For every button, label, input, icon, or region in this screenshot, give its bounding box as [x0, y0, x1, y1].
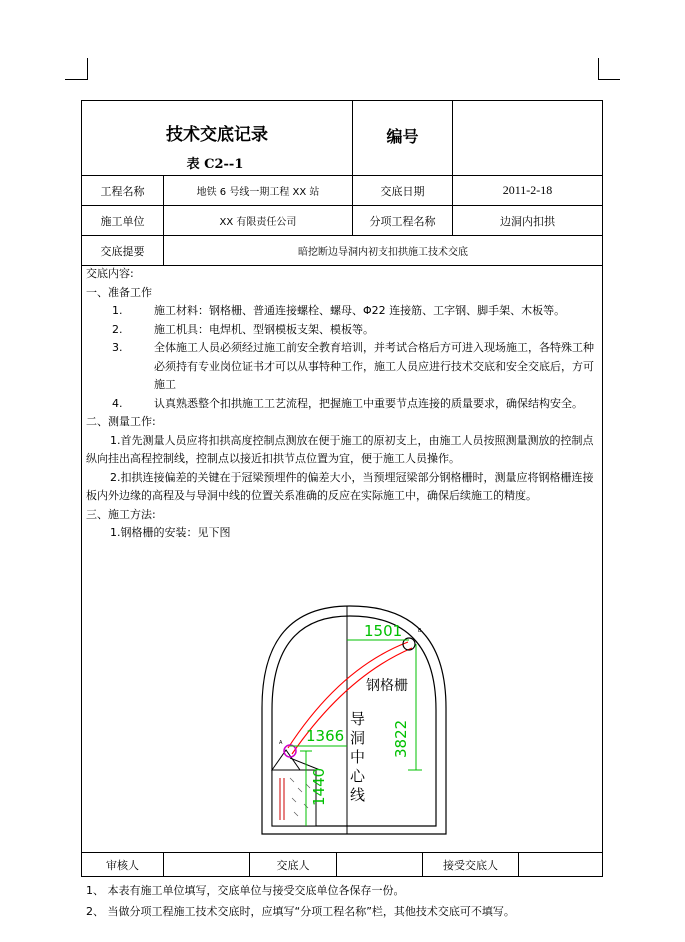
discloser-label: 交底人 [276, 859, 310, 872]
svg-text:线: 线 [350, 786, 366, 804]
dim-mid-label: 1366 [306, 727, 345, 745]
svg-text:导: 导 [350, 710, 366, 728]
date-value: 2011-2-18 [502, 183, 553, 197]
center-line-label [350, 710, 366, 804]
steel-grid-installation-diagram [250, 598, 460, 838]
section-3-title: 三、施工方法: [86, 507, 156, 521]
discloser-value [337, 853, 422, 877]
list-item-number: 4. [112, 396, 123, 410]
summary-label: 交底提要 [100, 244, 145, 258]
number-value [453, 101, 602, 175]
list-item-text: 全体施工人员必须经过施工前安全教育培训，并考试合格后方可进入现场施工，各特殊工种必须持有专业岗位证书才可以从事特种工作，施工人员应进行技术交底和安全交底后，方可施工 [154, 341, 594, 391]
content-heading: 交底内容: [86, 267, 134, 280]
list-item-number: 1. [112, 304, 123, 317]
section-2-paragraph-1: 1.首先测量人员应将扣拱高度控制点测放在便于施工的原初支上，由施工人员按照测量测放的控制点纵向挂出高程控制线，控制点以接近扣拱节点位置为宜，便于施工人员操作。 [86, 433, 594, 465]
date-label: 交底日期 [380, 184, 425, 198]
dim-low-label: 1440 [310, 767, 328, 806]
list-item-text: 施工材料：钢格栅、普通连接螺栓、螺母、Φ22 连接筋、工字钢、脚手架、木板等。 [154, 304, 566, 317]
point-a-label: A [279, 740, 283, 746]
footnotes [86, 880, 606, 922]
reviewer-label: 审核人 [106, 859, 139, 872]
list-item-number: 3. [112, 341, 123, 354]
list-item-text: 施工机具：电焊机、型钢模板支架、模板等。 [154, 322, 374, 336]
form-number: 表 C2--1 [186, 156, 244, 172]
svg-text:中: 中 [350, 748, 366, 766]
crop-mark-top-right-v [598, 58, 599, 80]
crop-mark-top-left [65, 79, 87, 80]
footnote-1: 1、 本表有施工单位填写，交底单位与接受交底单位各保存一份。 [86, 884, 405, 897]
number-label: 编号 [386, 126, 419, 146]
svg-text:心: 心 [350, 767, 366, 785]
point-b-label: B [418, 628, 422, 634]
subproject-value: 边洞内扣拱 [500, 214, 555, 228]
dim-top-label: 1501 [364, 622, 403, 640]
subproject-label: 分项工程名称 [369, 214, 436, 228]
section-2-title: 二、测量工作: [86, 415, 156, 428]
construction-unit-label: 施工单位 [100, 214, 145, 228]
footnote-2: 2、 当做分项工程施工技术交底时，应填写“分项工程名称”栏，其他技术交底可不填写。 [86, 905, 515, 918]
receiver-label: 接受交底人 [443, 859, 498, 872]
dim-height-label: 3822 [392, 719, 410, 758]
list-item [86, 339, 598, 395]
list-item [86, 302, 598, 321]
section-3-paragraph-1: 1.钢格栅的安装：见下图 [110, 526, 231, 539]
steel-grid-label: 钢格栅 [366, 678, 408, 694]
summary-value: 暗挖断边导洞内初支扣拱施工技术交底 [298, 247, 468, 258]
list-item [86, 395, 598, 414]
crop-mark-top-left-v [87, 58, 88, 80]
crop-mark-top-right [598, 79, 620, 80]
project-name-value: 地铁 6 号线一期工程 XX 站 [196, 187, 320, 198]
list-item-number: 2. [112, 322, 123, 336]
page-title: 技术交底记录 [166, 124, 268, 145]
project-name-label: 工程名称 [100, 184, 145, 198]
construction-unit-value: XX 有限责任公司 [219, 217, 297, 228]
svg-text:洞: 洞 [350, 729, 366, 747]
disclosure-content [86, 265, 598, 543]
section-2-paragraph-2: 2.扣拱连接偏差的关键在于冠梁预埋件的偏差大小，当预埋冠梁部分钢格栅时，测量应将钢格栅连接板内外边缘的高程及与导洞中线的位置关系准确的反应在实际施工中，确保后续施工的精度。 [86, 470, 594, 502]
receiver-value [519, 853, 602, 877]
list-item [86, 321, 598, 340]
list-item-text: 认真熟悉整个扣拱施工工艺流程，把握施工中重要节点连接的质量要求，确保结构安全。 [154, 396, 583, 410]
section-1-title: 一、准备工作 [86, 285, 152, 299]
reviewer-value [164, 853, 249, 877]
